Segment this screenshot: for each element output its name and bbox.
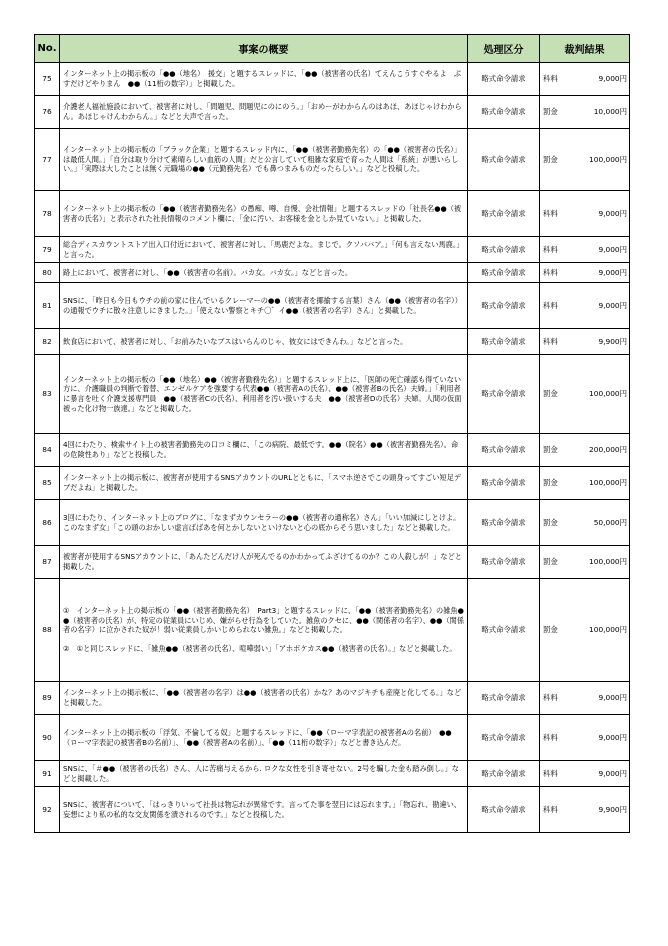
table-row bbox=[35, 761, 630, 787]
header-no: No. bbox=[35, 35, 60, 63]
penalty-kind: 科料 bbox=[540, 263, 578, 283]
table-row bbox=[35, 579, 630, 682]
penalty-amount: 9,000円 bbox=[578, 63, 630, 96]
processing-type: 略式命令請求 bbox=[468, 787, 540, 833]
case-summary: インターネット上の掲示板の「ブラック企業」と題するスレッド内に、「●●（被害者勤務先名）の「●●（被害者の氏名）」は最低人間。」「自分は取り分けて素晴らしい血筋の人間」だと公言していて粗雑な家庭で育った人間は「系統」が悪いらしい。」「実際は大したことは無く元職場の●●（元勤務先名）でも鼻つまみものだったらしい。」などと投稿した。 bbox=[60, 129, 468, 191]
penalty-kind: 罰金 bbox=[540, 355, 578, 434]
case-number: 76 bbox=[35, 96, 60, 129]
penalty-kind: 科料 bbox=[540, 63, 578, 96]
table-row bbox=[35, 263, 630, 283]
case-number: 79 bbox=[35, 237, 60, 263]
penalty-kind: 罰金 bbox=[540, 500, 578, 546]
table-row bbox=[35, 63, 630, 96]
penalty-kind: 科料 bbox=[540, 237, 578, 263]
table-body bbox=[35, 63, 630, 833]
penalty-amount: 100,000円 bbox=[578, 579, 630, 682]
case-number: 84 bbox=[35, 434, 60, 467]
processing-type: 略式命令請求 bbox=[468, 500, 540, 546]
case-number: 81 bbox=[35, 283, 60, 329]
case-summary: 被害者が使用するSNSアカウントに、「あんたどんだけ人が死んでるのかわかってふざけてるのか？この人殺しが！」などと掲載した。 bbox=[60, 546, 468, 579]
penalty-kind: 罰金 bbox=[540, 129, 578, 191]
penalty-kind: 科料 bbox=[540, 761, 578, 787]
case-number: 80 bbox=[35, 263, 60, 283]
processing-type: 略式命令請求 bbox=[468, 329, 540, 355]
case-number: 89 bbox=[35, 682, 60, 715]
case-summary: SNSに、「昨日も今日もウチの前の家に住んでいるクレーマーの●●（被害者を揶揄する言葉）さん（●●（被害者の名字））の通報でウチに散々注意しにきました。」「使えない警察とキチ〇゛イ●●（被害者の名字）さん」と掲載した。 bbox=[60, 283, 468, 329]
processing-type: 略式命令請求 bbox=[468, 96, 540, 129]
table-row bbox=[35, 715, 630, 761]
table-row bbox=[35, 500, 630, 546]
penalty-amount: 9,000円 bbox=[578, 237, 630, 263]
penalty-kind: 罰金 bbox=[540, 546, 578, 579]
penalty-kind: 科料 bbox=[540, 787, 578, 833]
processing-type: 略式命令請求 bbox=[468, 129, 540, 191]
table-row bbox=[35, 434, 630, 467]
case-summary: 4回にわたり、検索サイト上の被害者勤務先の口コミ欄に、「この病院、最低です。●●（院名）●●（被害者勤務先名）。命の危険性あり」などと投稿した。 bbox=[60, 434, 468, 467]
penalty-kind: 罰金 bbox=[540, 579, 578, 682]
penalty-amount: 9,000円 bbox=[578, 761, 630, 787]
table-row bbox=[35, 787, 630, 833]
case-summary: ① インターネット上の掲示板の「●●（被害者勤務先名） Part3」と題するスレッドに、「●●（被害者勤務先名）の雑魚●●（被害者の氏名）が、特定の従業員にいじめ、嫌がらせ行為をしていた。雑魚のクセに、●●（関係者の名字）、●●（関係者の名字）に泣かされた奴が！弱い従業員しかいじめられない雑魚。」などと掲載した。 ② ①と同じスレッドに、「雑魚●●（被害者の氏名）、喧嘩弱い」「アホボケカス●●（被害者の氏名）。」などと掲載した。 bbox=[60, 579, 468, 682]
penalty-kind: 科料 bbox=[540, 715, 578, 761]
penalty-amount: 200,000円 bbox=[578, 434, 630, 467]
processing-type: 略式命令請求 bbox=[468, 63, 540, 96]
table-row bbox=[35, 191, 630, 237]
penalty-kind: 科料 bbox=[540, 682, 578, 715]
case-summary: インターネット上の掲示板の「●●（被害者勤務先名）の愚痴、噂、自慢、会社情報」と題するスレッドの「社長名●●（被害者の氏名）」と表示された社長情報のコメント欄に、「金に汚い、お客様を金としか見ていない。」と掲載した。 bbox=[60, 191, 468, 237]
penalty-kind: 科料 bbox=[540, 283, 578, 329]
penalty-kind: 罰金 bbox=[540, 96, 578, 129]
case-number: 90 bbox=[35, 715, 60, 761]
header-result: 裁判結果 bbox=[540, 35, 630, 63]
penalty-amount: 50,000円 bbox=[578, 500, 630, 546]
case-summary: インターネット上の掲示板の「●●（地名）●●（被害者勤務先名）」と題するスレッド上に、「医師の死亡確認も得ていない方に、介護職員の判断で着替、エンゼルケアを強要する代表●●（被害者Aの氏名）、●●（被害者Bの氏名）夫婦。」「利用者に暴言を吐く介護支援専門員 ●●（被害者Cの氏名）、利用者を汚い扱いする夫 ●●（被害者Dの氏名）夫婦。人間の仮面被った化け物一族達。」などと掲載した。 bbox=[60, 355, 468, 434]
case-summary: 介護老人福祉施設において、被害者に対し、「問題児、問題児にのにのう。」「おめーがわからんのはあほ、あほじゃけわからん。あほじゃけんわからん。」などと大声で言った。 bbox=[60, 96, 468, 129]
table-row bbox=[35, 96, 630, 129]
penalty-kind: 罰金 bbox=[540, 467, 578, 500]
penalty-amount: 9,000円 bbox=[578, 715, 630, 761]
case-summary: 飲食店において、被害者に対し、「お前みたいなブスはいらんのじゃ、彼女にはできんわ。」などと言った。 bbox=[60, 329, 468, 355]
processing-type: 略式命令請求 bbox=[468, 579, 540, 682]
case-summary: インターネット上の掲示板の「●●（地名） 援交」と題するスレッドに、「●●（被害者の氏名）てえんこうすぐやるよ ぶすだけどやりまん ●●（11桁の数字）」と掲載した。 bbox=[60, 63, 468, 96]
case-table-sheet bbox=[34, 34, 629, 833]
case-summary: インターネット上の掲示板に、「●●（被害者の名字）は●●（被害者の氏名）かな？あのマジキチも産廃と化してる。」などと掲載した。 bbox=[60, 682, 468, 715]
penalty-amount: 9,000円 bbox=[578, 283, 630, 329]
processing-type: 略式命令請求 bbox=[468, 467, 540, 500]
header-type: 処理区分 bbox=[468, 35, 540, 63]
penalty-amount: 9,000円 bbox=[578, 191, 630, 237]
case-number: 77 bbox=[35, 129, 60, 191]
case-number: 78 bbox=[35, 191, 60, 237]
table-row bbox=[35, 237, 630, 263]
case-number: 86 bbox=[35, 500, 60, 546]
case-number: 87 bbox=[35, 546, 60, 579]
table-row bbox=[35, 546, 630, 579]
case-table bbox=[34, 34, 630, 833]
penalty-amount: 10,000円 bbox=[578, 96, 630, 129]
case-number: 85 bbox=[35, 467, 60, 500]
penalty-kind: 罰金 bbox=[540, 434, 578, 467]
case-summary: 総合ディスカウントストア出入口付近において、被害者に対し、「馬鹿だよな。まじで。クソババア。」「何も言えない馬鹿。」と言った。 bbox=[60, 237, 468, 263]
case-number: 92 bbox=[35, 787, 60, 833]
case-number: 75 bbox=[35, 63, 60, 96]
processing-type: 略式命令請求 bbox=[468, 546, 540, 579]
table-header-row bbox=[35, 35, 630, 63]
table-row bbox=[35, 355, 630, 434]
penalty-amount: 9,900円 bbox=[578, 787, 630, 833]
penalty-amount: 9,000円 bbox=[578, 682, 630, 715]
table-row bbox=[35, 129, 630, 191]
penalty-amount: 100,000円 bbox=[578, 355, 630, 434]
processing-type: 略式命令請求 bbox=[468, 434, 540, 467]
table-row bbox=[35, 283, 630, 329]
penalty-amount: 100,000円 bbox=[578, 129, 630, 191]
processing-type: 略式命令請求 bbox=[468, 283, 540, 329]
processing-type: 略式命令請求 bbox=[468, 715, 540, 761]
processing-type: 略式命令請求 bbox=[468, 682, 540, 715]
processing-type: 略式命令請求 bbox=[468, 263, 540, 283]
case-summary: 路上において、被害者に対し、「●●（被害者の名前）。バカ女。バカ女。」などと言った。 bbox=[60, 263, 468, 283]
penalty-amount: 9,900円 bbox=[578, 329, 630, 355]
penalty-amount: 100,000円 bbox=[578, 546, 630, 579]
case-number: 88 bbox=[35, 579, 60, 682]
header-summary: 事案の概要 bbox=[60, 35, 468, 63]
case-summary: 3回にわたり、インターネット上のブログに、「なまずカウンセラーの●●（被害者の通称名）さん」「いい加減にしとけよ。このなまず女」「この頭のおかしい虚言ばばあを何とかしないといけないと心の底からそう思いました」などと掲載した。 bbox=[60, 500, 468, 546]
processing-type: 略式命令請求 bbox=[468, 237, 540, 263]
penalty-kind: 科料 bbox=[540, 329, 578, 355]
processing-type: 略式命令請求 bbox=[468, 191, 540, 237]
table-row bbox=[35, 467, 630, 500]
case-summary: SNSに、被害者について、「はっきりいって社長は物忘れが異常です。言ってた事を翌日には忘れます。」「物忘れ、勘違い、妄想により私の私的な交友関係を潰されるのです。」などと投稿した。 bbox=[60, 787, 468, 833]
case-number: 83 bbox=[35, 355, 60, 434]
penalty-kind: 科料 bbox=[540, 191, 578, 237]
table-row bbox=[35, 682, 630, 715]
case-number: 82 bbox=[35, 329, 60, 355]
penalty-amount: 100,000円 bbox=[578, 467, 630, 500]
case-summary: SNSに、「＃●●（被害者の氏名）さん、人に苦痛与えるから. ロクな女性を引き寄せない。2号を騙した金も踏み倒し。」などと掲載した。 bbox=[60, 761, 468, 787]
processing-type: 略式命令請求 bbox=[468, 355, 540, 434]
case-number: 91 bbox=[35, 761, 60, 787]
case-summary: インターネット上の掲示板に、被害者が使用するSNSアカウントのURLとともに、「スマホ逆さでこの頭身ってすごい短足デブだよね」と掲載した。 bbox=[60, 467, 468, 500]
penalty-amount: 9,000円 bbox=[578, 263, 630, 283]
processing-type: 略式命令請求 bbox=[468, 761, 540, 787]
table-row bbox=[35, 329, 630, 355]
case-summary: インターネット上の掲示板の「浮気、不倫してる奴」と題するスレッドに、「●●（ローマ字表記の被害者Aの名前） ●●（ローマ字表記の被害者Bの名前）」、「●●（被害者Aの名前）」、「●●（11桁の数字）」などと書き込んだ。 bbox=[60, 715, 468, 761]
